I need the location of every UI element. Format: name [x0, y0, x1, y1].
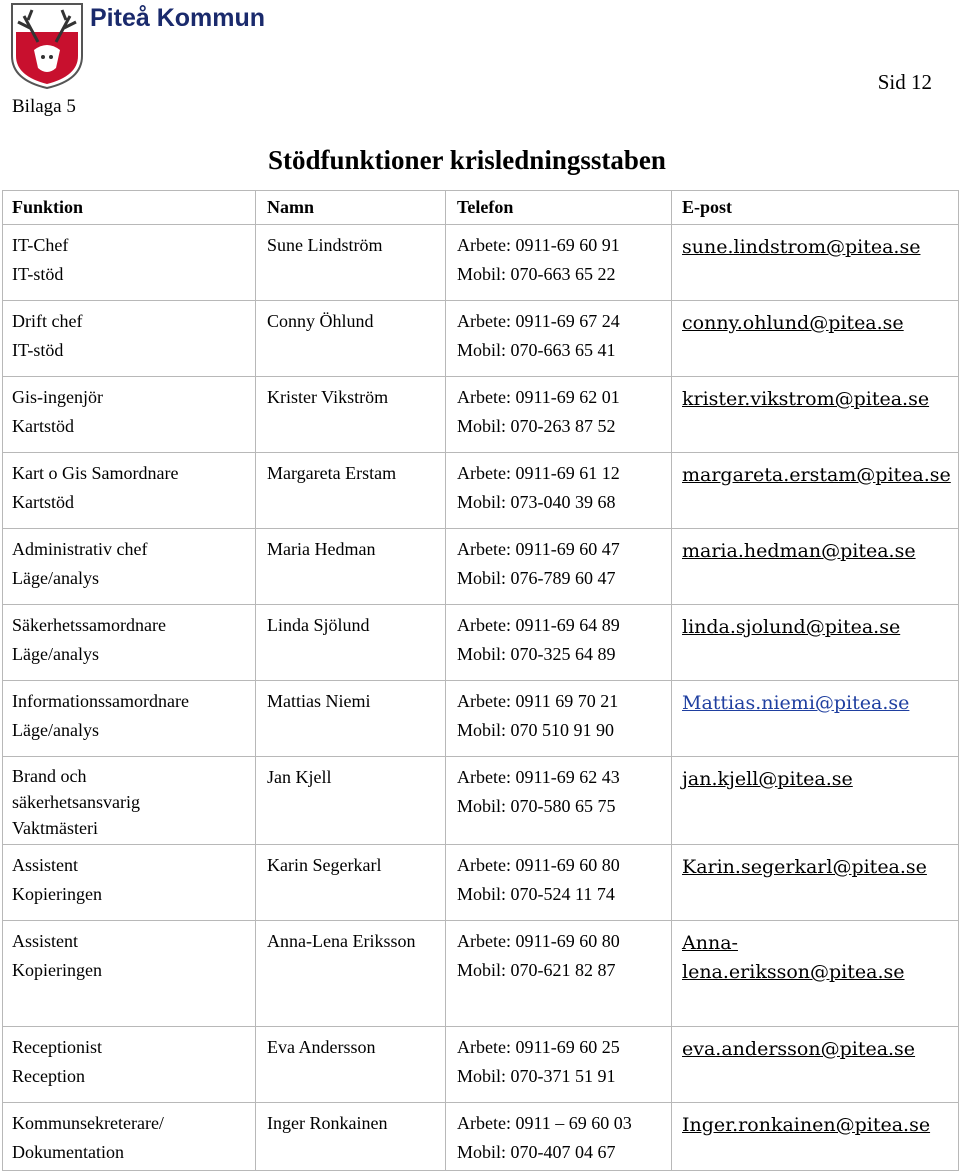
function-cell [3, 529, 256, 605]
function-text: Läge/analys [12, 568, 99, 588]
table-row [3, 921, 959, 1027]
email-cell [672, 225, 959, 301]
email-link[interactable]: linda.sjolund@pitea.se [682, 616, 901, 638]
function-text: IT-stöd [12, 264, 64, 284]
name-cell [256, 1103, 446, 1171]
person-name: Mattias Niemi [267, 691, 371, 711]
function-text: IT-Chef [12, 235, 69, 255]
email-cell [672, 1027, 959, 1103]
function-cell [3, 921, 256, 1027]
work-phone: Arbete: 0911-69 61 12 [457, 463, 620, 483]
name-cell [256, 681, 446, 757]
phone-cell [446, 1103, 672, 1171]
email-cell [672, 453, 959, 529]
person-name: Inger Ronkainen [267, 1113, 388, 1133]
table-row [3, 1027, 959, 1103]
function-text: säkerhetsansvarig [12, 792, 140, 812]
mobile-phone: Mobil: 070-524 11 74 [457, 884, 615, 904]
table-row [3, 529, 959, 605]
column-header-email: E-post [672, 191, 959, 225]
function-text: Brand och [12, 766, 87, 786]
function-text: Vaktmästeri [12, 818, 98, 838]
name-cell [256, 845, 446, 921]
email-link[interactable]: sune.lindstrom@pitea.se [682, 236, 921, 258]
phone-cell [446, 757, 672, 845]
function-text: Dokumentation [12, 1142, 124, 1162]
email-link[interactable]: margareta.erstam@pitea.se [682, 464, 951, 486]
name-cell [256, 377, 446, 453]
function-cell [3, 377, 256, 453]
email-link[interactable]: conny.ohlund@pitea.se [682, 312, 904, 334]
function-text: Kopieringen [12, 884, 102, 904]
phone-cell [446, 681, 672, 757]
person-name: Anna-Lena Eriksson [267, 931, 416, 951]
table-row [3, 681, 959, 757]
email-cell [672, 845, 959, 921]
table-row [3, 605, 959, 681]
function-cell [3, 681, 256, 757]
function-text: Assistent [12, 931, 79, 951]
table-row [3, 377, 959, 453]
function-text: Reception [12, 1066, 85, 1086]
function-text: Gis-ingenjör [12, 387, 103, 407]
work-phone: Arbete: 0911-69 60 80 [457, 931, 620, 951]
function-cell [3, 1103, 256, 1171]
phone-cell [446, 605, 672, 681]
work-phone: Arbete: 0911-69 62 43 [457, 767, 620, 787]
person-name: Maria Hedman [267, 539, 376, 559]
person-name: Eva Andersson [267, 1037, 376, 1057]
mobile-phone: Mobil: 070-663 65 41 [457, 340, 616, 360]
column-header-function: Funktion [3, 191, 256, 225]
table-row [3, 301, 959, 377]
work-phone: Arbete: 0911-69 60 25 [457, 1037, 620, 1057]
email-link[interactable]: Inger.ronkainen@pitea.se [682, 1114, 931, 1136]
mobile-phone: Mobil: 070-325 64 89 [457, 644, 616, 664]
email-cell [672, 921, 959, 1027]
work-phone: Arbete: 0911-69 60 80 [457, 855, 620, 875]
email-cell [672, 605, 959, 681]
work-phone: Arbete: 0911 69 70 21 [457, 691, 619, 711]
work-phone: Arbete: 0911-69 64 89 [457, 615, 620, 635]
email-cell [672, 1103, 959, 1171]
function-text: Kartstöd [12, 492, 74, 512]
function-text: Kommunsekreterare/ [12, 1113, 164, 1133]
work-phone: Arbete: 0911-69 67 24 [457, 311, 620, 331]
table-row [3, 845, 959, 921]
email-link[interactable]: krister.vikstrom@pitea.se [682, 388, 930, 410]
mobile-phone: Mobil: 073-040 39 68 [457, 492, 616, 512]
name-cell [256, 605, 446, 681]
person-name: Karin Segerkarl [267, 855, 382, 875]
table-row [3, 225, 959, 301]
mobile-phone: Mobil: 070-663 65 22 [457, 264, 616, 284]
person-name: Krister Vikström [267, 387, 389, 407]
function-text: IT-stöd [12, 340, 64, 360]
table-row [3, 1103, 959, 1171]
phone-cell [446, 225, 672, 301]
phone-cell [446, 453, 672, 529]
work-phone: Arbete: 0911 – 69 60 03 [457, 1113, 632, 1133]
attachment-label: Bilaga 5 [12, 96, 76, 117]
email-link[interactable]: Karin.segerkarl@pitea.se [682, 856, 927, 878]
email-link[interactable]: Mattias.niemi@pitea.se [682, 692, 910, 714]
table-header-row [3, 191, 959, 225]
phone-cell [446, 529, 672, 605]
email-link[interactable]: jan.kjell@pitea.se [682, 768, 853, 790]
column-header-name: Namn [256, 191, 446, 225]
function-cell [3, 757, 256, 845]
table-row [3, 757, 959, 845]
function-text: Receptionist [12, 1037, 102, 1057]
page-number: Sid 12 [877, 70, 932, 94]
phone-cell [446, 301, 672, 377]
name-cell [256, 225, 446, 301]
function-text: Läge/analys [12, 644, 99, 664]
work-phone: Arbete: 0911-69 60 47 [457, 539, 620, 559]
function-cell [3, 845, 256, 921]
organization-name: Piteå Kommun [90, 4, 266, 32]
person-name: Conny Öhlund [267, 311, 374, 331]
email-cell [672, 377, 959, 453]
name-cell [256, 529, 446, 605]
person-name: Linda Sjölund [267, 615, 370, 635]
function-text: Läge/analys [12, 720, 99, 740]
mobile-phone: Mobil: 070 510 91 90 [457, 720, 615, 740]
name-cell [256, 921, 446, 1027]
mobile-phone: Mobil: 076-789 60 47 [457, 568, 616, 588]
function-text: Informationssamordnare [12, 691, 189, 711]
person-name: Sune Lindström [267, 235, 383, 255]
phone-cell [446, 377, 672, 453]
mobile-phone: Mobil: 070-263 87 52 [457, 416, 616, 436]
name-cell [256, 301, 446, 377]
table-row [3, 453, 959, 529]
email-link[interactable]: eva.andersson@pitea.se [682, 1038, 916, 1060]
phone-cell [446, 845, 672, 921]
work-phone: Arbete: 0911-69 60 91 [457, 235, 620, 255]
function-cell [3, 225, 256, 301]
document-title: Stödfunktioner krisledningsstaben [268, 145, 666, 175]
function-text: Säkerhetssamordnare [12, 615, 166, 635]
function-text: Kart o Gis Samordnare [12, 463, 179, 483]
mobile-phone: Mobil: 070-580 65 75 [457, 796, 616, 816]
email-cell [672, 301, 959, 377]
column-header-phone: Telefon [446, 191, 672, 225]
work-phone: Arbete: 0911-69 62 01 [457, 387, 620, 407]
function-text: Administrativ chef [12, 539, 148, 559]
email-cell [672, 529, 959, 605]
mobile-phone: Mobil: 070-621 82 87 [457, 960, 616, 980]
function-text: Kartstöd [12, 416, 74, 436]
function-text: Drift chef [12, 311, 83, 331]
person-name: Margareta Erstam [267, 463, 397, 483]
email-cell [672, 681, 959, 757]
email-cell [672, 757, 959, 845]
function-cell [3, 301, 256, 377]
function-text: Kopieringen [12, 960, 102, 980]
municipality-logo [10, 2, 84, 90]
email-link[interactable]: maria.hedman@pitea.se [682, 540, 916, 562]
phone-cell [446, 1027, 672, 1103]
email-link[interactable]: Anna-lena.eriksson@pitea.se [682, 932, 905, 983]
mobile-phone: Mobil: 070-407 04 67 [457, 1142, 616, 1162]
name-cell [256, 757, 446, 845]
person-name: Jan Kjell [267, 767, 332, 787]
contacts-table [2, 190, 959, 1171]
reindeer-crest-icon [10, 2, 84, 90]
mobile-phone: Mobil: 070-371 51 91 [457, 1066, 616, 1086]
name-cell [256, 453, 446, 529]
phone-cell [446, 921, 672, 1027]
name-cell [256, 1027, 446, 1103]
function-cell [3, 453, 256, 529]
function-cell [3, 1027, 256, 1103]
function-cell [3, 605, 256, 681]
function-text: Assistent [12, 855, 79, 875]
